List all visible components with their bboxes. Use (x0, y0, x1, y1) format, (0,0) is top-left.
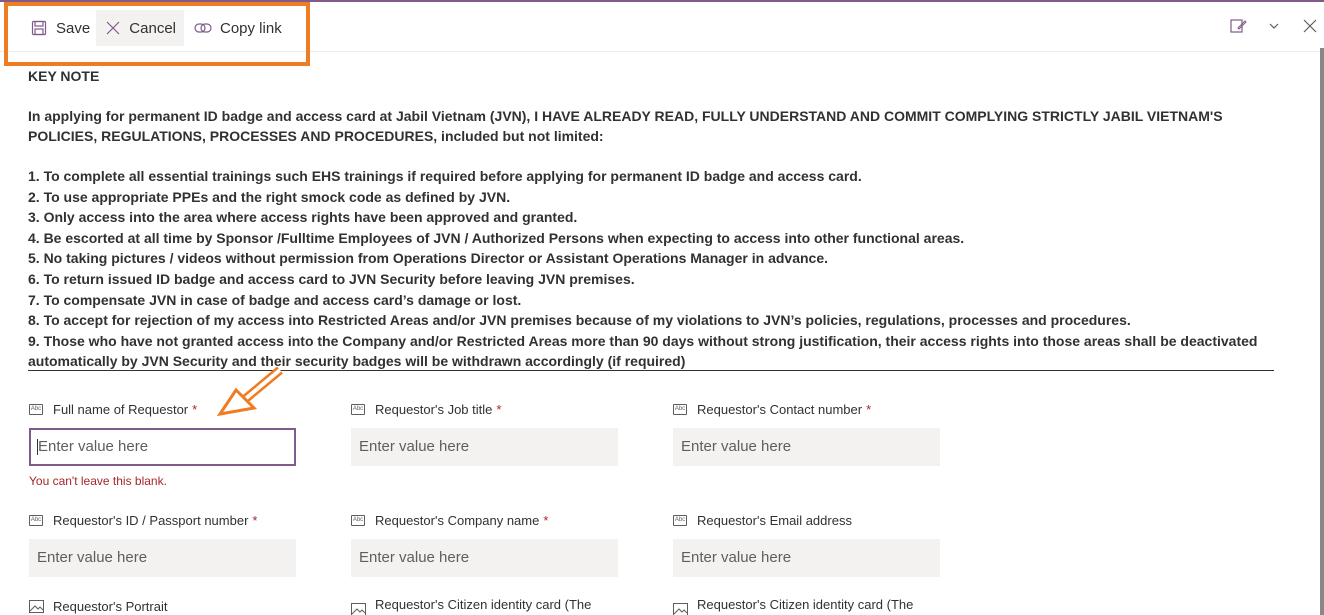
key-note-intro: In applying for permanent ID badge and access card at Jabil Vietnam (JVN), I HAVE ALREADY READ, FULLY UNDERSTAND AND COMMIT COMPLYING STRICTLY JABIL VIETNAM'S POLICIES, REGULATIONS, PROCESSES AND PROCEDURES, included but not limited: (28, 108, 1223, 144)
required-marker: * (192, 401, 198, 417)
annotation-arrow-icon (214, 362, 294, 422)
copy-link-label: Copy link (220, 19, 282, 37)
company-name-field (351, 511, 619, 577)
full-name-placeholder: Enter value here (38, 438, 149, 455)
text-field-icon: Abc (673, 404, 687, 415)
id-passport-field (29, 511, 297, 577)
job-title-label-row (351, 400, 619, 418)
id-passport-label-row (29, 511, 297, 529)
citizen-id-back-label-row (673, 597, 941, 615)
email-label: Requestor's Email address (697, 512, 852, 528)
portrait-label: Requestor's Portrait (53, 598, 168, 614)
citizen-id-front-label-row (351, 597, 619, 615)
full-name-error: You can't leave this blank. (29, 474, 167, 488)
portrait-label-row (29, 597, 297, 615)
close-panel-icon[interactable] (1300, 16, 1320, 36)
rule-item: 3. Only access into the area where access rights have been approved and granted. (28, 209, 578, 226)
rule-item: 5. No taking pictures / videos without permission from Operations Director or Assistant Operations Manager in advance. (28, 250, 828, 267)
required-marker: * (252, 512, 258, 528)
rule-item: 8. To accept for rejection of my access into Restricted Areas and/or JVN premises because of my violations to JVN’s policies, regulations, processes and procedures. (28, 312, 1131, 329)
full-name-input[interactable] (29, 428, 296, 466)
image-icon (351, 603, 366, 615)
text-field-icon: Abc (351, 404, 365, 415)
key-note-section (28, 52, 1274, 372)
contact-number-field (673, 400, 941, 466)
toolbar-right (1212, 16, 1320, 36)
job-title-label: Requestor's Job title (375, 401, 493, 417)
key-note-heading: KEY NOTE (28, 68, 100, 84)
rule-item: 9. Those who have not granted access into the Company and/or Restricted Areas more than 90 days without strong justification, their access rights into those areas shall be deactivated automatically by JVN Security and their security badges will be withdrawn accordingly (if required) (28, 332, 1258, 370)
citizen-id-back-label: Requestor's Citizen identity card (The (697, 597, 914, 612)
edit-form-icon[interactable] (1228, 16, 1248, 36)
contact-number-label-row (673, 400, 941, 418)
rule-item: 2. To use appropriate PPEs and the right smock code as defined by JVN. (28, 188, 511, 205)
rules-list (28, 166, 1274, 372)
citizen-id-back-field (673, 597, 941, 615)
email-field (673, 511, 941, 577)
rule-item: 4. Be escorted at all time by Sponsor /Fulltime Employees of JVN / Authorized Persons when expecting to access into other functional areas. (28, 229, 965, 246)
id-passport-input[interactable]: Enter value here (29, 539, 296, 577)
company-name-label: Requestor's Company name (375, 512, 540, 528)
rule-item: 7. To compensate JVN in case of badge and access card’s damage or lost. (28, 291, 522, 308)
id-passport-label: Requestor's ID / Passport number (53, 512, 249, 528)
save-label: Save (56, 19, 91, 37)
company-name-label-row (351, 511, 619, 529)
company-name-input[interactable]: Enter value here (351, 539, 618, 577)
email-label-row (673, 511, 941, 529)
portrait-field (29, 597, 297, 615)
cancel-label: Cancel (129, 19, 176, 37)
scrollbar[interactable] (1320, 48, 1324, 615)
image-icon (29, 600, 44, 613)
text-field-icon: Abc (29, 515, 43, 526)
text-field-icon: Abc (351, 515, 365, 526)
citizen-id-front-field (351, 597, 619, 615)
contact-number-input[interactable]: Enter value here (673, 428, 940, 466)
required-marker: * (543, 512, 549, 528)
contact-number-label: Requestor's Contact number (697, 401, 863, 417)
job-title-input[interactable]: Enter value here (351, 428, 618, 466)
required-marker: * (496, 401, 502, 417)
job-title-field (351, 400, 619, 466)
text-field-icon: Abc (673, 515, 687, 526)
required-marker: * (866, 401, 872, 417)
image-icon (673, 603, 688, 615)
citizen-id-front-label: Requestor's Citizen identity card (The (375, 597, 592, 612)
rule-item: 1. To complete all essential trainings such EHS trainings if required before applying for permanent ID badge and access card. (28, 168, 862, 184)
chevron-down-icon[interactable] (1264, 16, 1284, 36)
text-field-icon: Abc (29, 404, 43, 415)
rule-item: 6. To return issued ID badge and access card to JVN Security before leaving JVN premises. (28, 270, 635, 287)
email-input[interactable]: Enter value here (673, 539, 940, 577)
full-name-label: Full name of Requestor (53, 401, 189, 417)
